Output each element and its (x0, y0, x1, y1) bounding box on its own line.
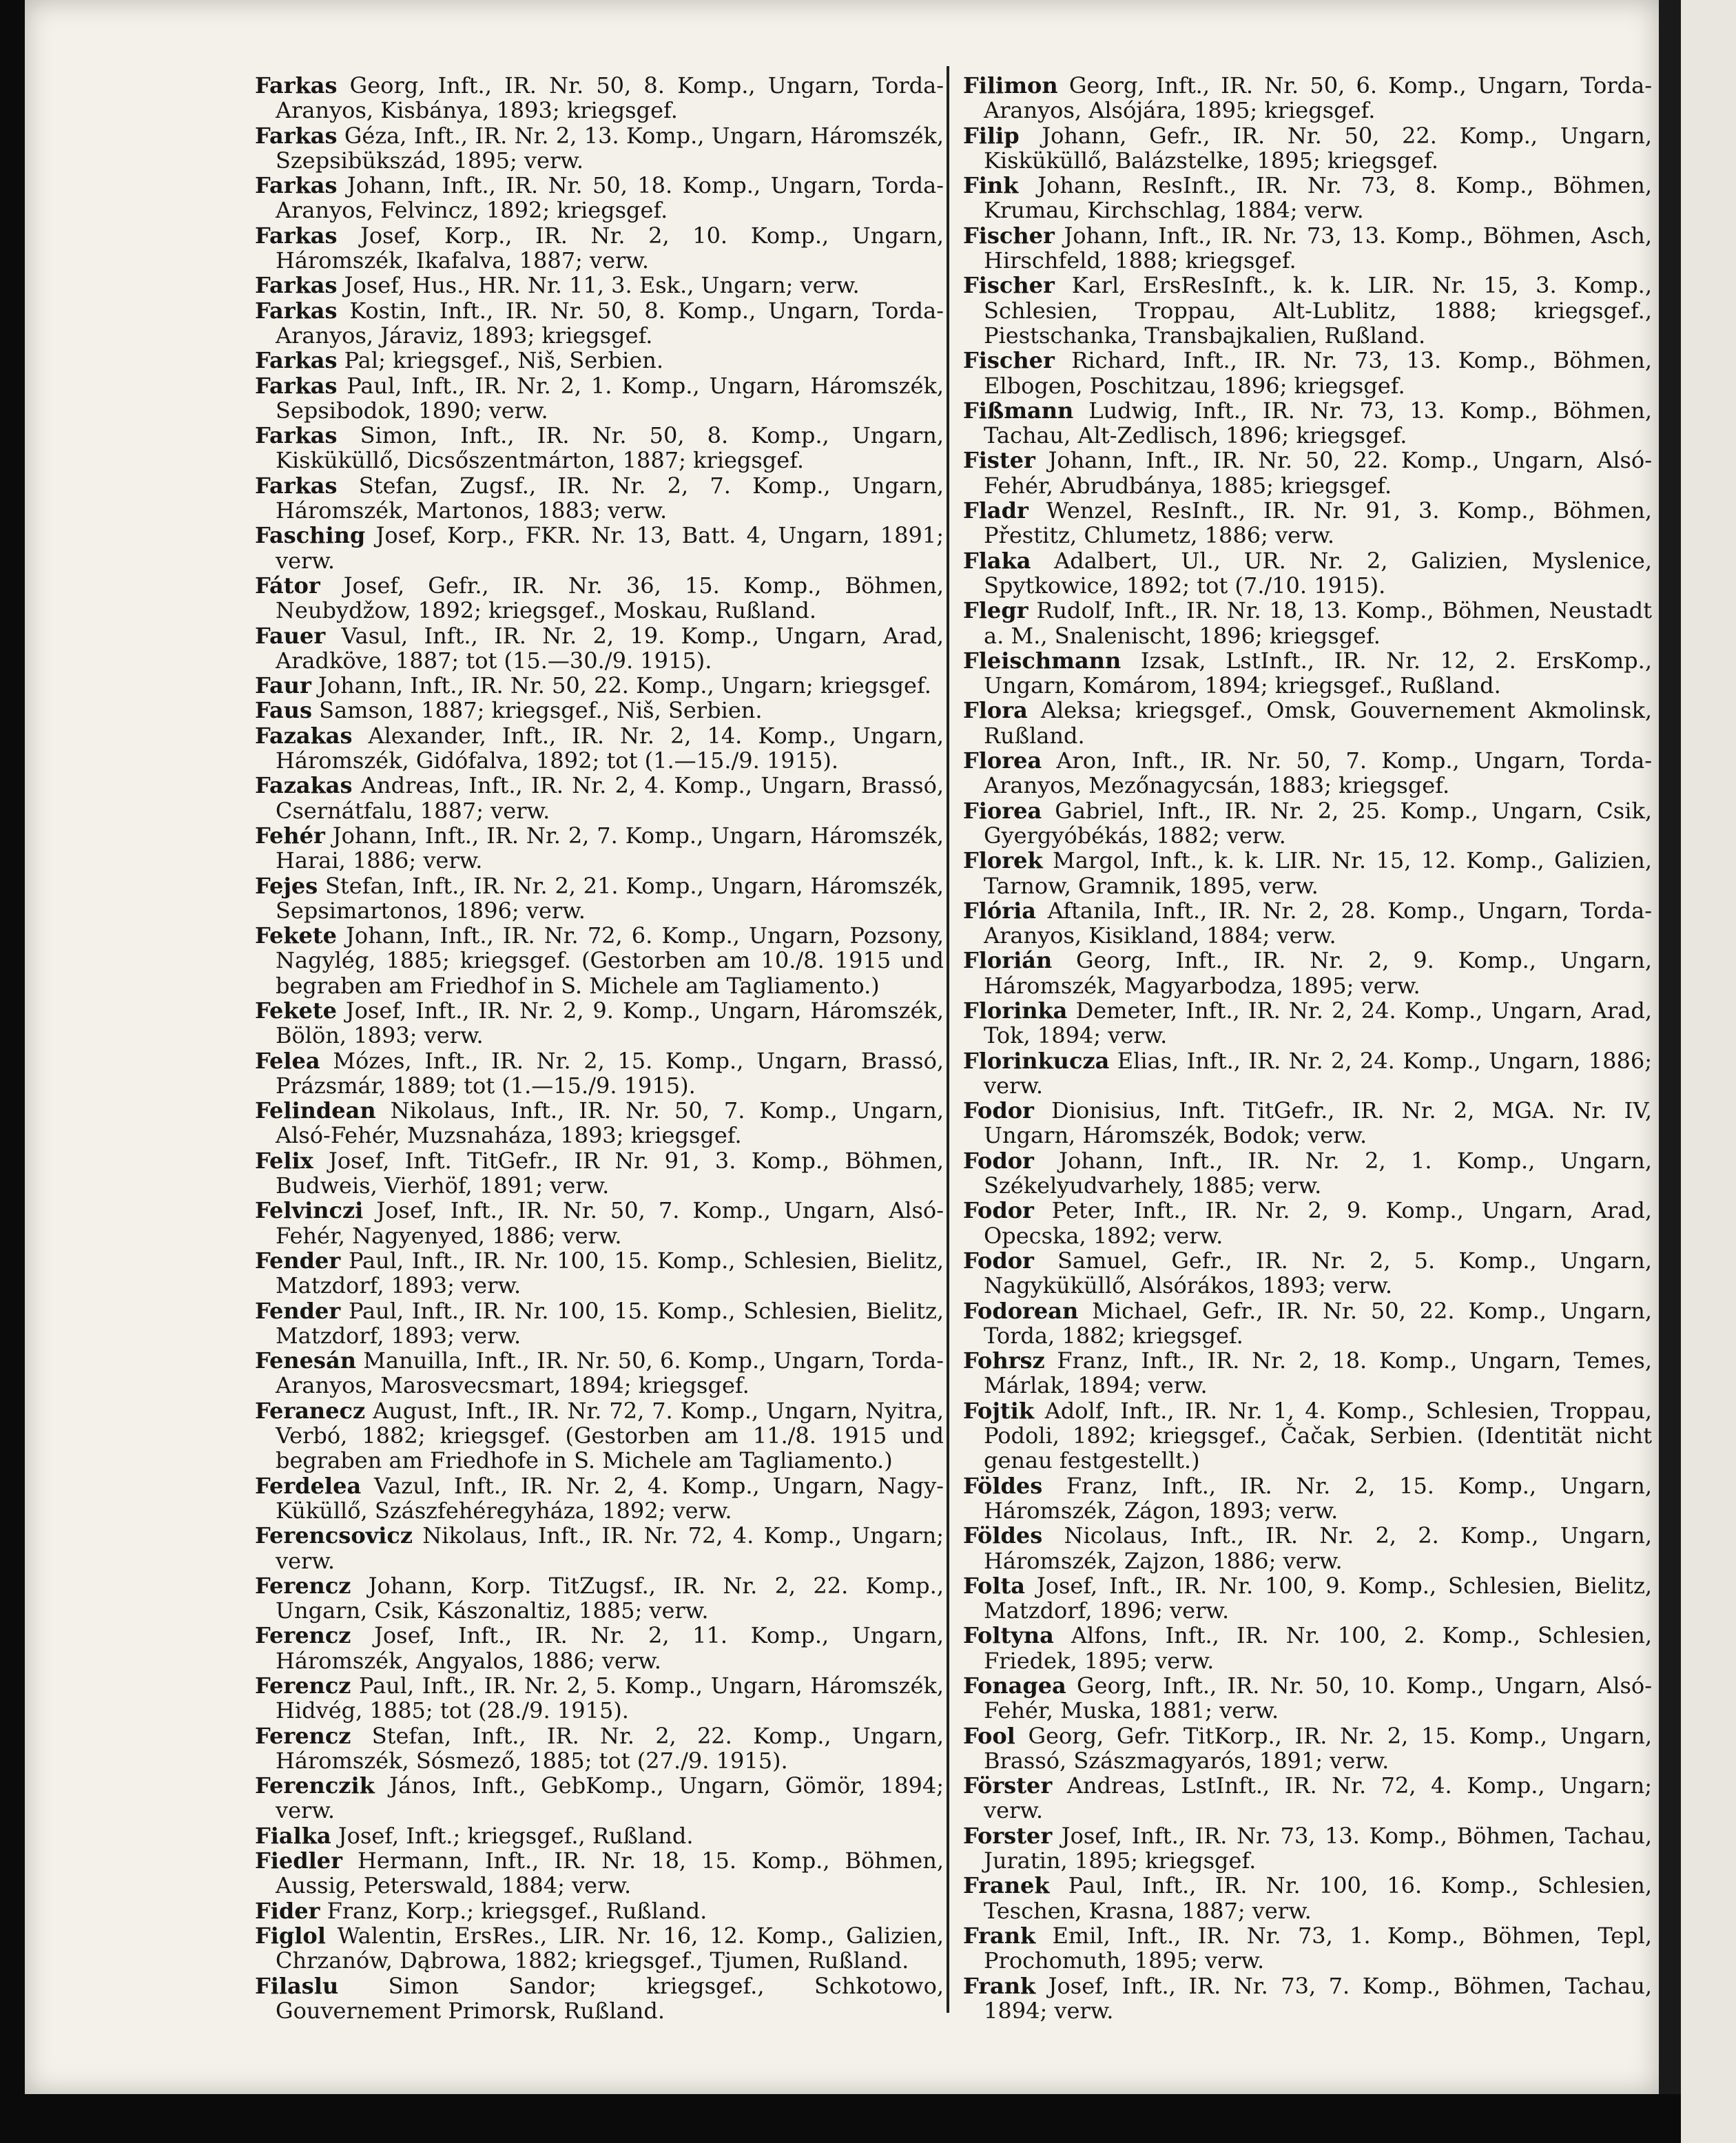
casualty-entry (255, 1573, 944, 1624)
casualty-entry (255, 773, 944, 823)
entry-surname: Fister (963, 447, 1035, 474)
entry-details: Pal; kriegsgef., Niš, Serbien. (337, 347, 664, 374)
column-divider (947, 66, 949, 2013)
casualty-entry (255, 1898, 944, 1923)
casualty-entry (963, 598, 1652, 648)
casualty-entry (255, 698, 944, 723)
casualty-entry (963, 948, 1652, 998)
entry-details: Simon, Inft., IR. Nr. 50, 8. Komp., Ungarn, Kisküküllő, Dicsőszentmárton, 1887; kriegsgef. (276, 422, 944, 474)
entry-details: Paul, Inft., IR. Nr. 100, 16. Komp., Schlesien, Teschen, Krasna, 1887; verw. (984, 1872, 1652, 1924)
entry-surname: Fodorean (963, 1297, 1079, 1324)
entry-details: Georg, Inft., IR. Nr. 50, 10. Komp., Ungarn, Alsó-Fehér, Muska, 1881; verw. (984, 1673, 1652, 1724)
casualty-entry (963, 1348, 1652, 1398)
entry-surname: Fool (963, 1722, 1015, 1749)
casualty-entry (963, 1573, 1652, 1624)
casualty-entry (963, 548, 1652, 599)
entry-details: Wenzel, ResInft., IR. Nr. 91, 3. Komp., Böhmen, Přestitz, Chlumetz, 1886; verw. (984, 497, 1652, 549)
entry-surname: Fiedler (255, 1847, 342, 1874)
entry-details: Walentin, ErsRes., LIR. Nr. 16, 12. Komp., Galizien, Chrzanów, Dąbrowa, 1882; kriegsgef., Tjumen, Rußland. (276, 1922, 944, 1974)
casualty-entry (963, 448, 1652, 498)
entry-surname: Forster (963, 1822, 1053, 1849)
entry-surname: Filimon (963, 72, 1058, 99)
entry-details: Johann, Inft., IR. Nr. 50, 18. Komp., Ungarn, Torda-Aranyos, Felvincz, 1892; kriegsgef. (276, 172, 944, 224)
entry-surname: Faus (255, 697, 312, 724)
entry-details: Johann, Inft., IR. Nr. 50, 22. Komp., Ungarn; kriegsgef. (311, 672, 931, 699)
entry-surname: Fekete (255, 997, 337, 1024)
entry-details: Josef, Korp., IR. Nr. 2, 10. Komp., Ungarn, Háromszék, Ikafalva, 1887; verw. (276, 222, 944, 274)
casualty-entry (255, 373, 944, 424)
casualty-entry (255, 223, 944, 273)
entry-surname: Ferencz (255, 1722, 351, 1749)
entry-details: Paul, Inft., IR. Nr. 100, 15. Komp., Schlesien, Bielitz, Matzdorf, 1893; verw. (276, 1297, 944, 1349)
scan-bottom-border (0, 2094, 1681, 2143)
entry-surname: Fasching (255, 522, 366, 549)
entry-surname: Fojtik (963, 1397, 1034, 1424)
casualty-entry (255, 673, 944, 698)
casualty-entry (963, 1673, 1652, 1723)
casualty-entry (255, 923, 944, 998)
casualty-entry (255, 1148, 944, 1199)
entry-surname: Fejes (255, 872, 318, 899)
entry-surname: Fauer (255, 622, 326, 649)
entry-surname: Florinkucza (963, 1047, 1110, 1074)
casualty-entry (963, 1098, 1652, 1148)
casualty-entry (963, 698, 1652, 748)
casualty-entry (255, 1473, 944, 1524)
scan-gutter-shadow (1659, 0, 1681, 2143)
entry-details: Stefan, Inft., IR. Nr. 2, 21. Komp., Ungarn, Háromszék, Sepsimartonos, 1896; verw. (276, 872, 944, 924)
entry-surname: Farkas (255, 472, 338, 499)
entry-details: Josef, Inft., IR. Nr. 2, 11. Komp., Ungarn, Háromszék, Angyalos, 1886; verw. (276, 1622, 944, 1674)
casualty-entry (963, 1298, 1652, 1349)
casualty-entry (963, 73, 1652, 123)
entry-details: Georg, Gefr. TitKorp., IR. Nr. 2, 15. Komp., Ungarn, Brassó, Szászmagyarós, 1891; verw. (984, 1722, 1652, 1774)
entry-surname: Felea (255, 1047, 320, 1074)
entry-surname: Felvinczi (255, 1197, 364, 1224)
entry-details: Paul, Inft., IR. Nr. 2, 5. Komp., Ungarn, Háromszék, Hidvég, 1885; tot (28./9. 1915). (276, 1673, 944, 1724)
entry-surname: Farkas (255, 72, 338, 99)
entry-details: Johann, Gefr., IR. Nr. 50, 22. Komp., Ungarn, Kisküküllő, Balázstelke, 1895; kriegsgef. (984, 122, 1652, 174)
casualty-entry (255, 998, 944, 1048)
entry-details: Georg, Inft., IR. Nr. 50, 8. Komp., Ungarn, Torda-Aranyos, Kisbánya, 1893; kriegsgef. (276, 72, 944, 124)
entry-details: Ludwig, Inft., IR. Nr. 73, 13. Komp., Böhmen, Tachau, Alt-Zedlisch, 1896; kriegsgef. (984, 397, 1652, 449)
entry-surname: Florián (963, 947, 1053, 974)
entry-details: Michael, Gefr., IR. Nr. 50, 22. Komp., Ungarn, Torda, 1882; kriegsgef. (984, 1297, 1652, 1349)
entry-surname: Faur (255, 672, 311, 699)
casualty-entry (963, 498, 1652, 548)
entry-details: Alexander, Inft., IR. Nr. 2, 14. Komp., Ungarn, Háromszék, Gidófalva, 1892; tot (1.—15./9. 1915). (276, 722, 944, 774)
entry-details: Géza, Inft., IR. Nr. 2, 13. Komp., Ungarn, Háromszék, Szepsibükszád, 1895; verw. (276, 122, 944, 174)
entry-details: Johann, Inft., IR. Nr. 72, 6. Komp., Ungarn, Pozsony, Nagylég, 1885; kriegsgef. (Gestorben am 10./8. 1915 und begraben am Friedhof in S. Michele am Tagliamento.) (276, 922, 944, 999)
entry-details: Elias, Inft., IR. Nr. 2, 24. Komp., Ungarn, 1886; verw. (984, 1047, 1652, 1099)
entry-surname: Ferencz (255, 1622, 351, 1649)
casualty-entry (255, 1348, 944, 1398)
casualty-entry (255, 723, 944, 774)
entry-details: Adalbert, Ul., UR. Nr. 2, Galizien, Myslenice, Spytkowice, 1892; tot (7./10. 1915). (984, 547, 1652, 599)
entry-surname: Feranecz (255, 1397, 366, 1424)
entry-surname: Farkas (255, 347, 338, 374)
entry-details: Johann, Inft., IR. Nr. 73, 13. Komp., Böhmen, Asch, Hirschfeld, 1888; kriegsgef. (984, 222, 1652, 274)
casualty-entry (963, 998, 1652, 1048)
entry-details: Josef, Gefr., IR. Nr. 36, 15. Komp., Böhmen, Neubydžow, 1892; kriegsgef., Moskau, Rußland. (276, 572, 944, 624)
entry-surname: Fink (963, 172, 1019, 199)
entry-details: Andreas, Inft., IR. Nr. 2, 4. Komp., Ungarn, Brassó, Csernátfalu, 1887; verw. (276, 772, 944, 824)
entry-details: Josef, Korp., FKR. Nr. 13, Batt. 4, Ungarn, 1891; verw. (276, 522, 944, 574)
entry-surname: Fekete (255, 922, 337, 949)
entry-details: Josef, Inft., IR. Nr. 73, 13. Komp., Böhmen, Tachau, Juratin, 1895; kriegsgef. (984, 1822, 1652, 1874)
entry-surname: Filip (963, 122, 1020, 149)
entry-surname: Farkas (255, 372, 338, 399)
entry-details: Nikolaus, Inft., IR. Nr. 72, 4. Komp., Ungarn; verw. (276, 1522, 944, 1574)
entry-surname: Fleischmann (963, 647, 1122, 674)
casualty-entry (255, 1523, 944, 1573)
entry-surname: Fiorea (963, 797, 1042, 824)
entry-surname: Fender (255, 1297, 341, 1324)
entry-details: Aleksa; kriegsgef., Omsk, Gouvernement Akmolinsk, Rußland. (984, 697, 1652, 749)
casualty-entry (255, 1974, 944, 2024)
entry-details: Demeter, Inft., IR. Nr. 2, 24. Komp., Ungarn, Arad, Tok, 1894; verw. (984, 997, 1652, 1049)
entry-details: Gabriel, Inft., IR. Nr. 2, 25. Komp., Ungarn, Csik, Gyergyóbékás, 1882; verw. (984, 797, 1652, 849)
entry-surname: Ferenczik (255, 1772, 375, 1799)
entry-details: Hermann, Inft., IR. Nr. 18, 15. Komp., Böhmen, Aussig, Peterswald, 1884; verw. (276, 1847, 944, 1899)
casualty-entry (963, 123, 1652, 174)
entry-surname: Farkas (255, 222, 338, 249)
entry-surname: Flaka (963, 547, 1031, 574)
casualty-entry (963, 273, 1652, 348)
entry-details: Franz, Inft., IR. Nr. 2, 15. Komp., Ungarn, Háromszék, Zágon, 1893; verw. (984, 1472, 1652, 1524)
casualty-entry (255, 1673, 944, 1723)
entry-details: Johann, Inft., IR. Nr. 2, 7. Komp., Ungarn, Háromszék, Harai, 1886; verw. (276, 822, 944, 874)
casualty-entry (255, 423, 944, 473)
entry-details: Josef, Hus., HR. Nr. 11, 3. Esk., Ungarn; verw. (337, 272, 860, 299)
casualty-entry (255, 1773, 944, 1823)
casualty-entry (963, 1923, 1652, 1974)
entry-details: Manuilla, Inft., IR. Nr. 50, 6. Komp., Ungarn, Torda-Aranyos, Marosvecsmart, 1894; kriegsgef. (276, 1347, 944, 1399)
entry-surname: Fodor (963, 1247, 1034, 1274)
entry-surname: Ferencz (255, 1572, 351, 1599)
casualty-entry (963, 348, 1652, 398)
entry-details: Nikolaus, Inft., IR. Nr. 50, 7. Komp., Ungarn, Alsó-Fehér, Muzsnaháza, 1893; kriegsgef. (276, 1097, 944, 1149)
entry-details: Vasul, Inft., IR. Nr. 2, 19. Komp., Ungarn, Arad, Aradköve, 1887; tot (15.—30./9. 1915). (276, 622, 944, 674)
entry-details: Adolf, Inft., IR. Nr. 1, 4. Komp., Schlesien, Troppau, Podoli, 1892; kriegsgef., Čačak, Serbien. (Identität nicht genau festgestellt.) (984, 1397, 1652, 1474)
casualty-entry (963, 1623, 1652, 1673)
casualty-entry (963, 648, 1652, 698)
casualty-entry (963, 1773, 1652, 1823)
casualty-entry (963, 1048, 1652, 1099)
entry-surname: Fialka (255, 1822, 331, 1849)
casualty-entry (255, 1248, 944, 1298)
entry-details: Alfons, Inft., IR. Nr. 100, 2. Komp., Schlesien, Friedek, 1895; verw. (984, 1622, 1652, 1674)
entry-details: Mózes, Inft., IR. Nr. 2, 15. Komp., Ungarn, Brassó, Prázsmár, 1889; tot (1.—15./9. 1915). (276, 1047, 944, 1099)
entry-surname: Farkas (255, 422, 338, 449)
casualty-entry (255, 123, 944, 174)
casualty-entry (255, 873, 944, 924)
casualty-entry (255, 348, 944, 373)
entry-details: Karl, ErsResInft., k. k. LIR. Nr. 15, 3. Komp., Schlesien, Troppau, Alt-Lublitz, 1888; kriegsgef., Piestschanka, Transbajkalien, Rußland. (984, 272, 1652, 349)
entry-details: Aron, Inft., IR. Nr. 50, 7. Komp., Ungarn, Torda-Aranyos, Mezőnagycsán, 1883; kriegsgef. (984, 747, 1652, 799)
entry-details: Georg, Inft., IR. Nr. 2, 9. Komp., Ungarn, Háromszék, Magyarbodza, 1895; verw. (984, 947, 1652, 999)
entry-surname: Flegr (963, 597, 1029, 624)
entry-surname: Folta (963, 1572, 1025, 1599)
entry-surname: Farkas (255, 172, 338, 199)
casualty-entry (963, 1198, 1652, 1248)
entry-details: Samson, 1887; kriegsgef., Niš, Serbien. (311, 697, 763, 724)
casualty-entry (963, 1873, 1652, 1923)
entry-surname: Flória (963, 897, 1036, 924)
entry-details: Dionisius, Inft. TitGefr., IR. Nr. 2, MGA. Nr. IV, Ungarn, Háromszék, Bodok; verw. (984, 1097, 1652, 1149)
entry-details: Johann, Inft., IR. Nr. 2, 1. Komp., Ungarn, Székelyudvarhely, 1885; verw. (984, 1147, 1652, 1199)
entry-details: Franz, Korp.; kriegsgef., Rußland. (320, 1897, 707, 1924)
entry-surname: Földes (963, 1522, 1043, 1549)
casualty-entry (255, 273, 944, 298)
casualty-entry (255, 573, 944, 623)
casualty-entry (255, 1623, 944, 1673)
entry-details: Vazul, Inft., IR. Nr. 2, 4. Komp., Ungarn, Nagy-Küküllő, Szászfehéregyháza, 1892; verw. (276, 1472, 944, 1524)
entry-surname: Fender (255, 1247, 341, 1274)
casualty-entry (255, 523, 944, 573)
entry-surname: Frank (963, 1922, 1036, 1949)
entry-details: Andreas, LstInft., IR. Nr. 72, 4. Komp., Ungarn; verw. (984, 1772, 1652, 1824)
casualty-entry (255, 1848, 944, 1898)
entry-surname: Filaslu (255, 1972, 339, 1999)
casualty-entry (255, 1398, 944, 1473)
entry-details: Aftanila, Inft., IR. Nr. 2, 28. Komp., Ungarn, Torda-Aranyos, Kisikland, 1884; verw. (984, 897, 1652, 949)
casualty-entry (963, 1523, 1652, 1573)
entry-surname: Fischer (963, 347, 1055, 374)
entry-details: Kostin, Inft., IR. Nr. 50, 8. Komp., Ungarn, Torda-Aranyos, Járaviz, 1893; kriegsgef. (276, 297, 944, 349)
casualty-entry (963, 1723, 1652, 1774)
entry-details: Richard, Inft., IR. Nr. 73, 13. Komp., Böhmen, Elbogen, Poschitzau, 1896; kriegsgef. (984, 347, 1652, 399)
casualty-entry (255, 1723, 944, 1774)
entry-surname: Frank (963, 1972, 1036, 1999)
entry-details: Josef, Inft., IR. Nr. 50, 7. Komp., Ungarn, Alsó-Fehér, Nagyenyed, 1886; verw. (276, 1197, 944, 1249)
entry-details: Stefan, Inft., IR. Nr. 2, 22. Komp., Ungarn, Háromszék, Sósmező, 1885; tot (27./9. 1915). (276, 1722, 944, 1774)
entry-details: Stefan, Zugsf., IR. Nr. 2, 7. Komp., Ungarn, Háromszék, Martonos, 1883; verw. (276, 472, 944, 524)
entry-details: Josef, Inft.; kriegsgef., Rußland. (331, 1822, 694, 1849)
casualty-entry (255, 1298, 944, 1349)
entry-surname: Felindean (255, 1097, 376, 1124)
entry-details: Nicolaus, Inft., IR. Nr. 2, 2. Komp., Ungarn, Háromszék, Zajzon, 1886; verw. (984, 1522, 1652, 1574)
casualty-entry (963, 1823, 1652, 1874)
entry-details: Margol, Inft., k. k. LIR. Nr. 15, 12. Komp., Galizien, Tarnow, Gramnik, 1895, verw. (984, 847, 1652, 899)
entry-surname: Fodor (963, 1147, 1034, 1174)
entry-surname: Felix (255, 1147, 313, 1174)
entry-surname: Fodor (963, 1197, 1034, 1224)
casualty-entry (255, 1048, 944, 1099)
right-column (963, 73, 1652, 2023)
casualty-entry (963, 398, 1652, 448)
casualty-entry (963, 223, 1652, 273)
entry-surname: Fladr (963, 497, 1029, 524)
entry-surname: Fátor (255, 572, 320, 599)
entry-details: Paul, Inft., IR. Nr. 100, 15. Komp., Schlesien, Bielitz, Matzdorf, 1893; verw. (276, 1247, 944, 1299)
casualty-entry (963, 1473, 1652, 1524)
casualty-entry (255, 73, 944, 123)
casualty-entry (255, 298, 944, 349)
casualty-entry (255, 1198, 944, 1248)
casualty-entry (255, 173, 944, 223)
entry-details: Samuel, Gefr., IR. Nr. 2, 5. Komp., Ungarn, Nagyküküllő, Alsórákos, 1893; verw. (984, 1247, 1652, 1299)
entry-surname: Fazakas (255, 772, 353, 799)
entry-surname: Fehér (255, 822, 325, 849)
page-edge (1681, 0, 1736, 2143)
entry-surname: Fischer (963, 222, 1055, 249)
entry-surname: Farkas (255, 272, 338, 299)
entry-surname: Figlol (255, 1922, 326, 1949)
entry-surname: Fider (255, 1897, 320, 1924)
entry-surname: Foltyna (963, 1622, 1054, 1649)
entry-details: Peter, Inft., IR. Nr. 2, 9. Komp., Ungarn, Arad, Opecska, 1892; verw. (984, 1197, 1652, 1249)
casualty-entry (255, 623, 944, 674)
entry-details: Georg, Inft., IR. Nr. 50, 6. Komp., Ungarn, Torda-Aranyos, Alsójára, 1895; kriegsgef. (984, 72, 1652, 124)
entry-details: Paul, Inft., IR. Nr. 2, 1. Komp., Ungarn, Háromszék, Sepsibodok, 1890; verw. (276, 372, 944, 424)
entry-details: Johann, Inft., IR. Nr. 50, 22. Komp., Ungarn, Alsó-Fehér, Abrudbánya, 1885; kriegsgef. (984, 447, 1652, 499)
entry-details: Josef, Inft. TitGefr., IR Nr. 91, 3. Komp., Böhmen, Budweis, Vierhöf, 1891; verw. (276, 1147, 944, 1199)
entry-surname: Ferencsovicz (255, 1522, 413, 1549)
casualty-entry (255, 1923, 944, 1974)
entry-surname: Franek (963, 1872, 1050, 1899)
entry-details: János, Inft., GebKomp., Ungarn, Gömör, 1894; verw. (276, 1772, 944, 1824)
entry-surname: Földes (963, 1472, 1043, 1499)
left-column (255, 73, 944, 2023)
entry-surname: Farkas (255, 122, 338, 149)
entry-details: Johann, ResInft., IR. Nr. 73, 8. Komp., Böhmen, Krumau, Kirchschlag, 1884; verw. (984, 172, 1652, 224)
casualty-entry (963, 1398, 1652, 1473)
entry-details: Emil, Inft., IR. Nr. 73, 1. Komp., Böhmen, Tepl, Prochomuth, 1895; verw. (984, 1922, 1652, 1974)
casualty-entry (963, 1148, 1652, 1199)
casualty-entry (963, 748, 1652, 798)
entry-details: August, Inft., IR. Nr. 72, 7. Komp., Ungarn, Nyitra, Verbó, 1882; kriegsgef. (Gestorben am 11./8. 1915 und begraben am Friedhofe in S. Michele am Tagliamento.) (276, 1397, 944, 1474)
casualty-entry (255, 473, 944, 524)
entry-details: Simon Sandor; kriegsgef., Schkotowo, Gouvernement Primorsk, Rußland. (276, 1972, 944, 2024)
entry-details: Rudolf, Inft., IR. Nr. 18, 13. Komp., Böhmen, Neustadt a. M., Snalenischt, 1896; kriegsgef. (984, 597, 1652, 649)
entry-surname: Flora (963, 697, 1028, 724)
entry-surname: Fodor (963, 1097, 1034, 1124)
entry-details: Izsak, LstInft., IR. Nr. 12, 2. ErsKomp., Ungarn, Komárom, 1894; kriegsgef., Rußland. (984, 647, 1652, 699)
entry-details: Josef, Inft., IR. Nr. 100, 9. Komp., Schlesien, Bielitz, Matzdorf, 1896; verw. (984, 1572, 1652, 1624)
entry-surname: Fischer (963, 272, 1055, 299)
casualty-entry (963, 898, 1652, 949)
casualty-entry (963, 798, 1652, 849)
casualty-entry (963, 1248, 1652, 1298)
entry-surname: Fohrsz (963, 1347, 1045, 1374)
entry-details: Josef, Inft., IR. Nr. 73, 7. Komp., Böhmen, Tachau, 1894; verw. (984, 1972, 1652, 2024)
entry-surname: Florinka (963, 997, 1068, 1024)
entry-surname: Florek (963, 847, 1043, 874)
casualty-entry (255, 1823, 944, 1848)
entry-details: Josef, Inft., IR. Nr. 2, 9. Komp., Ungarn, Háromszék, Bölön, 1893; verw. (276, 997, 944, 1049)
entry-surname: Förster (963, 1772, 1053, 1799)
entry-details: Franz, Inft., IR. Nr. 2, 18. Komp., Ungarn, Temes, Márlak, 1894; verw. (984, 1347, 1652, 1399)
entry-surname: Fazakas (255, 722, 353, 749)
entry-surname: Fißmann (963, 397, 1074, 424)
casualty-entry (963, 173, 1652, 223)
casualty-entry (963, 1974, 1652, 2024)
entry-surname: Ferdelea (255, 1472, 362, 1499)
entry-surname: Fonagea (963, 1673, 1066, 1699)
entry-surname: Fenesán (255, 1347, 356, 1374)
entry-details: Johann, Korp. TitZugsf., IR. Nr. 2, 22. Komp., Ungarn, Csik, Kászonaltiz, 1885; verw. (276, 1572, 944, 1624)
casualty-entry (963, 848, 1652, 898)
entry-surname: Farkas (255, 297, 338, 324)
entry-surname: Ferencz (255, 1673, 351, 1699)
casualty-entry (255, 823, 944, 873)
entry-surname: Florea (963, 747, 1042, 774)
casualty-entry (255, 1098, 944, 1148)
